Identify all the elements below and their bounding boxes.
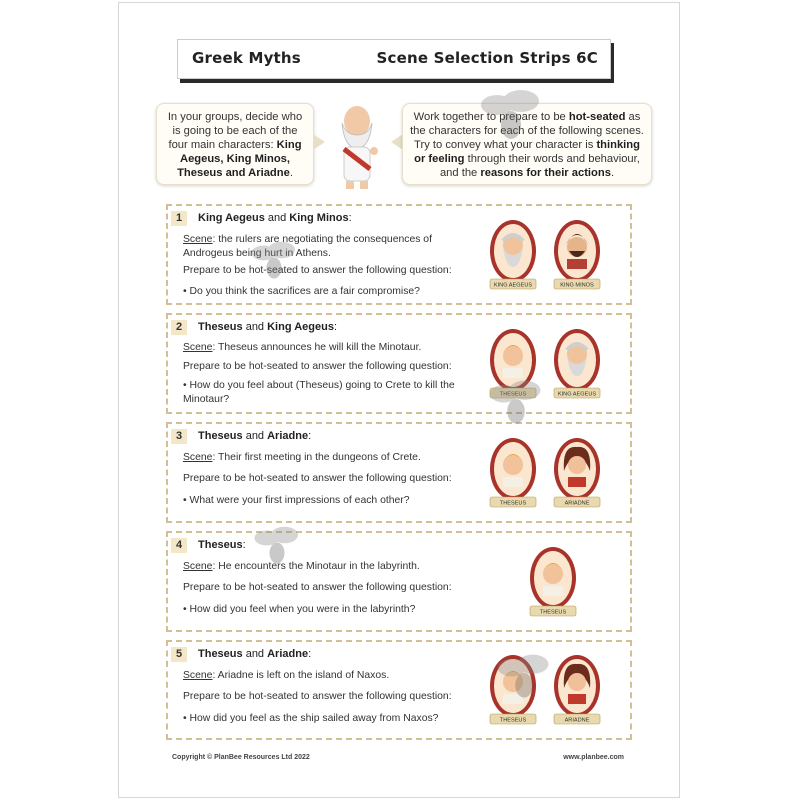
strip-number: 1	[171, 211, 187, 226]
title-join: and	[242, 321, 268, 333]
portrait-group	[486, 206, 604, 303]
question: • How do you feel about (Theseus) going to Crete to kill the Minotaur?	[183, 380, 455, 405]
scene-description	[183, 560, 483, 574]
intro-right-bold-1: hot-seated	[568, 111, 626, 123]
strip-title	[198, 430, 311, 442]
prepare-instruction: Prepare to be hot-seated to answer the following question:	[183, 691, 452, 702]
intro-right-bold-2: thinking or feeling	[414, 139, 640, 165]
question: • How did you feel when you were in the labyrinth?	[183, 604, 416, 615]
character-name: Ariadne	[267, 430, 309, 442]
portrait-label: THESEUS	[539, 609, 567, 615]
question: • Do you think the sacrifices are a fair compromise?	[183, 286, 420, 297]
portrait-label: ARIADNE	[564, 500, 590, 506]
portrait-label: THESEUS	[499, 391, 527, 397]
intro-bubble-right	[402, 103, 652, 185]
website-text: www.planbee.com	[563, 754, 624, 761]
character-name: Theseus	[198, 430, 243, 442]
intro-right-text-1: Work together to prepare to be	[413, 111, 569, 123]
intro-left-end: .	[289, 167, 293, 179]
intro-right-text-4: .	[610, 167, 615, 179]
scene-label: Scene	[183, 561, 213, 572]
scene-label: Scene	[183, 452, 213, 463]
intro-left-text: In your groups, decide who is going to be each of the four main characters:	[167, 111, 303, 151]
character-name: Theseus	[198, 648, 243, 660]
strip-number: 2	[171, 320, 187, 335]
scene-description	[183, 451, 483, 465]
scene-text: : He encounters the Minotaur in the labyrinth.	[212, 561, 420, 572]
portrait-ariadne	[550, 652, 604, 728]
portrait-group	[526, 533, 580, 630]
intro-bubble-left	[156, 103, 314, 185]
character-name: King Minos	[289, 212, 349, 224]
intro-left-characters: King Aegeus, King Minos, Theseus and Ariadne	[177, 139, 302, 179]
scene-label: Scene	[183, 670, 213, 681]
title-join: and	[242, 648, 268, 660]
character-name: Ariadne	[267, 648, 309, 660]
title-join: and	[264, 212, 290, 224]
strip-number: 5	[171, 647, 187, 662]
title-end: :	[333, 321, 337, 333]
prepare-instruction: Prepare to be hot-seated to answer the following question:	[183, 473, 452, 484]
intro-right-text-3: through their words and behaviour, and the	[439, 153, 640, 179]
portrait-label: KING AEGEUS	[557, 391, 597, 397]
intro-right-bold-3: reasons for their actions	[480, 167, 611, 179]
scene-strip-4	[166, 531, 632, 632]
strip-number: 4	[171, 538, 187, 553]
title-join: and	[242, 430, 268, 442]
portrait-theseus	[486, 652, 540, 728]
page-subtitle: Scene Selection Strips 6C	[376, 49, 598, 67]
scene-strip-3	[166, 422, 632, 523]
scene-text: : Ariadne is left on the island of Naxos.	[212, 670, 390, 681]
portrait-theseus	[486, 326, 540, 402]
portrait-theseus	[486, 435, 540, 511]
prepare-instruction: Prepare to be hot-seated to answer the following question:	[183, 265, 452, 276]
intro-right-text-2: as the characters for each of the following scenes. Try to convey what your character is	[410, 111, 644, 151]
strip-title	[198, 648, 311, 660]
portrait-king-aegeus	[550, 326, 604, 402]
character-name: Theseus	[198, 321, 243, 333]
character-name: Theseus	[198, 539, 243, 551]
strip-title	[198, 321, 337, 333]
portrait-label: ARIADNE	[564, 717, 590, 724]
portrait-label: THESEUS	[499, 717, 527, 724]
character-name: King Aegeus	[198, 212, 265, 224]
title-end: :	[348, 212, 352, 224]
portrait-group	[486, 424, 604, 521]
strip-number: 3	[171, 429, 187, 444]
header-banner	[177, 39, 611, 79]
question: • How did you feel as the ship sailed away from Naxos?	[183, 713, 439, 724]
scene-text: : Their first meeting in the dungeons of Crete.	[212, 452, 421, 463]
page-title: Greek Myths	[192, 49, 301, 67]
question: • What were your first impressions of each other?	[183, 495, 410, 506]
portrait-group	[486, 315, 604, 412]
title-end: :	[242, 539, 246, 551]
scene-description	[183, 669, 483, 683]
copyright-text: Copyright © PlanBee Resources Ltd 2022	[172, 754, 310, 761]
scene-description	[183, 341, 483, 355]
prepare-instruction: Prepare to be hot-seated to answer the following question:	[183, 582, 452, 593]
scene-strip-2	[166, 313, 632, 414]
scene-label: Scene	[183, 234, 213, 245]
portrait-theseus	[526, 544, 580, 620]
character-name: King Aegeus	[267, 321, 334, 333]
title-end: :	[308, 648, 312, 660]
scene-text: : the rulers are negotiating the consequences of Androgeus being hurt in Athens.	[183, 234, 432, 259]
prepare-instruction: Prepare to be hot-seated to answer the following question:	[183, 361, 452, 372]
scene-strip-1	[166, 204, 632, 305]
portrait-ariadne	[550, 435, 604, 511]
scene-label: Scene	[183, 342, 213, 353]
portrait-king-minos	[550, 217, 604, 293]
portrait-label: KING MINOS	[560, 282, 594, 288]
strip-title	[198, 212, 352, 224]
scene-text: : Theseus announces he will kill the Minotaur.	[212, 342, 422, 353]
portrait-king-aegeus	[486, 217, 540, 293]
portrait-group	[486, 642, 604, 738]
narrator-character-illustration	[324, 99, 390, 191]
title-end: :	[308, 430, 312, 442]
worksheet-page	[118, 2, 680, 798]
portrait-label: THESEUS	[499, 500, 527, 506]
portrait-label: KING AEGEUS	[493, 282, 533, 288]
strip-title	[198, 539, 246, 551]
scene-description	[183, 233, 483, 261]
scene-strip-5	[166, 640, 632, 740]
